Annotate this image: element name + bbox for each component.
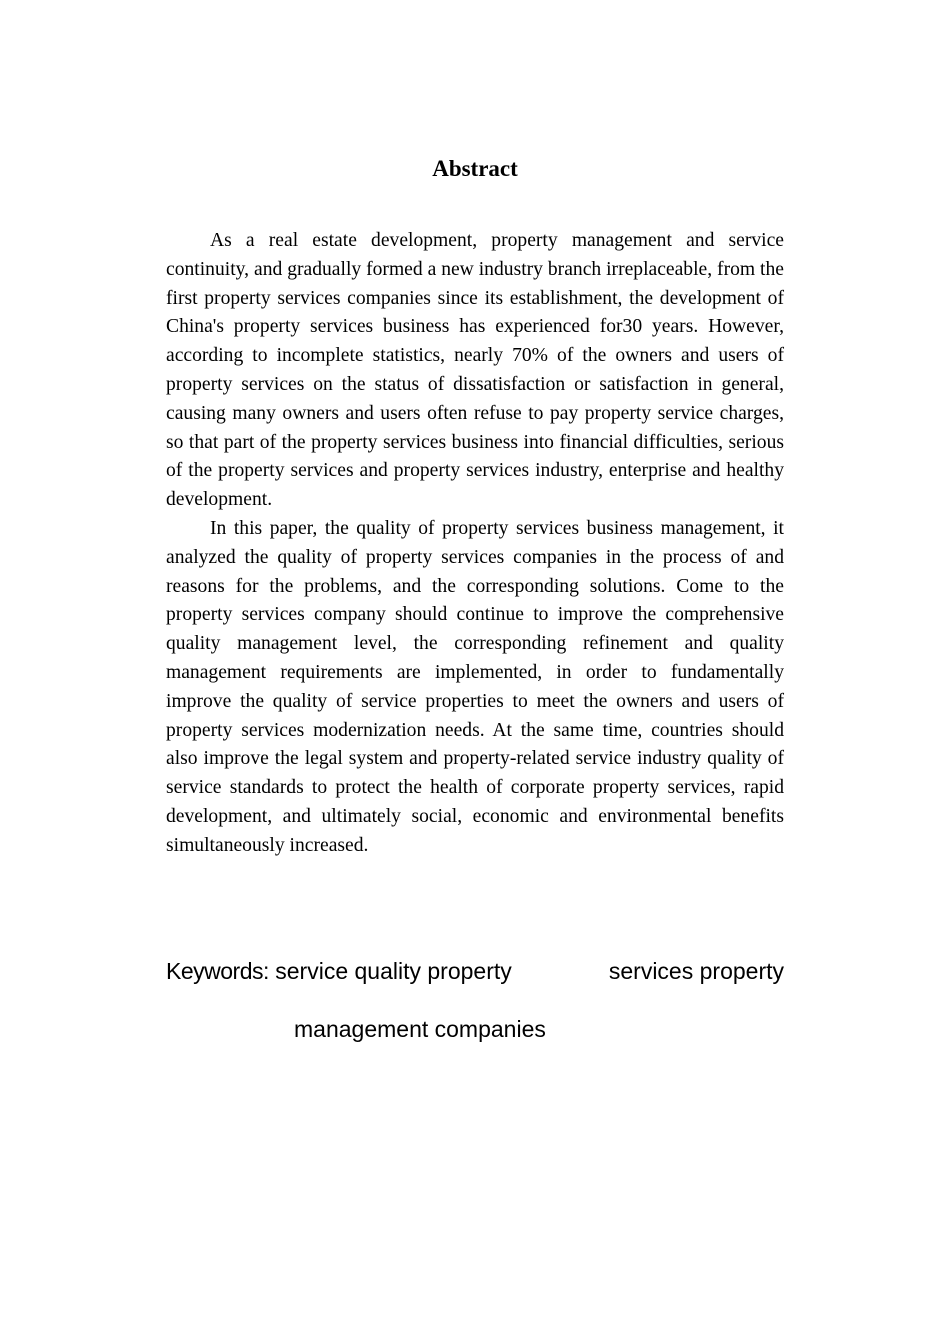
- keyword-item: services property: [608, 958, 784, 984]
- keyword-item: service quality property: [275, 958, 512, 984]
- keywords-line-2: [166, 1000, 784, 1058]
- keywords-first-group: [166, 942, 512, 1000]
- keyword-item: management companies: [294, 1016, 546, 1042]
- abstract-title: Abstract: [432, 156, 518, 181]
- keywords-section: [166, 942, 784, 1058]
- keywords-label: Keywords:: [166, 958, 269, 984]
- abstract-body: [166, 227, 784, 861]
- abstract-paragraph-1: As a real estate development, property management and service continuity, and gradually formed a new industry branch irreplaceable, from the first property services companies since its establishment, the development of China's property services business has experienced for30 years. However, according to incomplete statistics, nearly 70% of the owners and users of property services on the status of dissatisfaction or satisfaction in general, causing many owners and users often refuse to pay property service charges, so that part of the property services business into financial difficulties, serious of the property services and property services industry, enterprise and healthy development.: [166, 230, 784, 511]
- abstract-paragraph-2: In this paper, the quality of property services business management, it analyzed the quality of property services companies in the process of and reasons for the problems, and the corresponding solutions. Come to the property services company should continue to improve the comprehensive quality management level, the corresponding refinement and quality management requirements are implemented, in order to fundamentally improve the quality of service properties to meet the owners and users of property services modernization needs. At the same time, countries should also improve the legal system and property-related service industry quality of service standards to protect the health of corporate property services, rapid development, and ultimately social, economic and environmental benefits simultaneously increased.: [166, 517, 784, 856]
- keywords-line-1: [166, 942, 784, 1000]
